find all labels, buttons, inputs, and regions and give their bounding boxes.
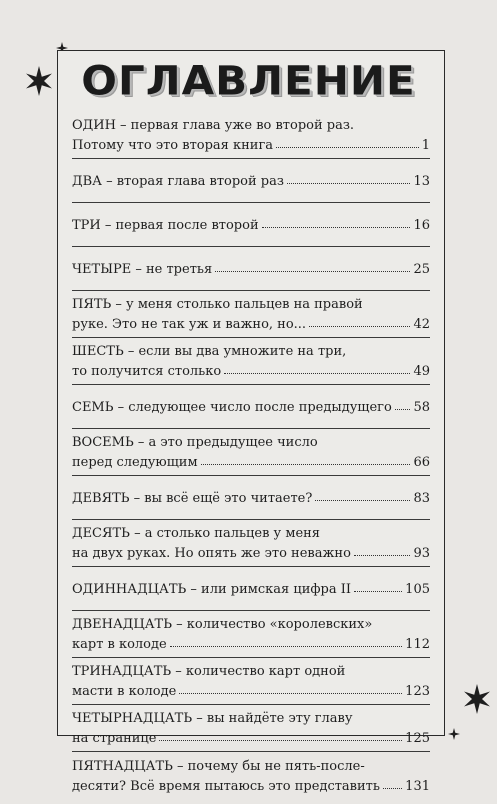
page-number: 16 bbox=[413, 217, 430, 233]
toc-entry-text: масти в колоде bbox=[72, 684, 177, 699]
toc-entry-text: то получится столько bbox=[72, 364, 222, 379]
toc-entry[interactable] bbox=[72, 567, 430, 611]
page-number: 112 bbox=[405, 637, 430, 652]
dot-leader bbox=[383, 778, 402, 789]
dot-leader bbox=[179, 683, 402, 694]
toc-entry-text: ДВА – вторая глава второй раз bbox=[72, 173, 284, 189]
toc-entry[interactable] bbox=[72, 611, 430, 658]
page-title: ОГЛАВЛЕНИЕ bbox=[81, 57, 416, 104]
toc-entry[interactable] bbox=[72, 112, 430, 159]
dot-leader bbox=[170, 636, 402, 647]
toc-entry-line bbox=[72, 362, 430, 382]
toc-entry-line bbox=[72, 453, 430, 473]
dot-leader bbox=[215, 261, 410, 272]
page-number: 13 bbox=[413, 173, 430, 189]
page-number: 93 bbox=[413, 546, 430, 561]
toc-entry-text: СЕМЬ – следующее число после предыдущего bbox=[72, 399, 392, 415]
toc-entry[interactable] bbox=[72, 291, 430, 338]
page-number: 131 bbox=[405, 778, 430, 794]
toc-entry-line bbox=[72, 216, 430, 236]
toc-entry-line bbox=[72, 433, 430, 453]
toc-entry-text: ПЯТНАДЦАТЬ – почему бы не пять-после- bbox=[72, 758, 365, 774]
toc-entry-text: ДЕСЯТЬ – а столько пальцев у меня bbox=[72, 526, 321, 541]
toc-entry-line bbox=[72, 777, 430, 797]
dot-leader bbox=[309, 316, 410, 327]
toc-entry-text: ВОСЕМЬ – а это предыдущее число bbox=[72, 435, 318, 450]
toc-entry-line bbox=[72, 315, 430, 335]
toc-entry-line bbox=[72, 709, 430, 729]
toc-entry-text: ДВЕНАДЦАТЬ – количество «королевских» bbox=[72, 617, 373, 632]
toc-entry-line bbox=[72, 342, 430, 362]
page-number: 105 bbox=[405, 581, 430, 597]
toc-entry-line bbox=[72, 544, 430, 564]
dot-leader bbox=[262, 217, 411, 228]
toc-entry[interactable] bbox=[72, 385, 430, 429]
dot-leader bbox=[354, 581, 402, 592]
toc-entry[interactable] bbox=[72, 705, 430, 752]
toc-entry-line bbox=[72, 489, 430, 509]
toc-entry-line bbox=[72, 136, 430, 156]
toc-entry[interactable] bbox=[72, 429, 430, 476]
toc-entry[interactable] bbox=[72, 476, 430, 520]
dot-leader bbox=[224, 363, 410, 374]
toc-entry-text: ОДИННАДЦАТЬ – или римская цифра II bbox=[72, 581, 352, 597]
toc-entry-text: ПЯТЬ – у меня столько пальцев на правой bbox=[72, 297, 363, 312]
toc-entry-line bbox=[72, 260, 430, 280]
toc-entry-text: ЧЕТЫРЕ – не третья bbox=[72, 261, 213, 277]
dot-leader bbox=[287, 173, 411, 184]
toc-entry-line bbox=[72, 757, 430, 777]
toc-entry-text: десяти? Всё время пытаюсь это представить bbox=[72, 778, 380, 794]
toc-entry-text: ТРИ – первая после второй bbox=[72, 217, 259, 233]
toc-entry-line bbox=[72, 662, 430, 682]
toc-entry[interactable] bbox=[72, 203, 430, 247]
page-number: 123 bbox=[405, 684, 430, 699]
page-number: 25 bbox=[413, 261, 430, 277]
dot-leader bbox=[315, 490, 410, 501]
toc-entry-text: ЧЕТЫРНАДЦАТЬ – вы найдёте эту главу bbox=[72, 711, 353, 726]
dot-leader bbox=[395, 399, 411, 410]
toc-entry-text: ОДИН – первая глава уже во второй раз. bbox=[72, 118, 355, 133]
dot-leader bbox=[159, 730, 402, 741]
page-number: 83 bbox=[413, 490, 430, 506]
page-number: 49 bbox=[413, 364, 430, 379]
toc-entry[interactable] bbox=[72, 159, 430, 203]
toc-entry-text: руке. Это не так уж и важно, но... bbox=[72, 317, 307, 332]
table-of-contents bbox=[72, 112, 430, 799]
dot-leader bbox=[276, 137, 419, 148]
page-number: 58 bbox=[413, 399, 430, 415]
star-icon bbox=[448, 728, 460, 740]
page-number: 66 bbox=[413, 455, 430, 470]
toc-entry-text: ШЕСТЬ – если вы два умножите на три, bbox=[72, 344, 347, 359]
toc-entry-text: карт в колоде bbox=[72, 637, 167, 652]
dot-leader bbox=[354, 545, 411, 556]
toc-entry[interactable] bbox=[72, 247, 430, 291]
toc-entry[interactable] bbox=[72, 658, 430, 705]
toc-entry-text: ДЕВЯТЬ – вы всё ещё это читаете? bbox=[72, 490, 313, 506]
dot-leader bbox=[201, 454, 411, 465]
page-number: 42 bbox=[413, 317, 430, 332]
page-number: 125 bbox=[405, 731, 430, 746]
toc-entry[interactable] bbox=[72, 520, 430, 567]
toc-entry-line bbox=[72, 116, 430, 136]
toc-entry-text: на странице bbox=[72, 731, 157, 746]
toc-entry[interactable] bbox=[72, 338, 430, 385]
toc-entry-line bbox=[72, 682, 430, 702]
toc-entry-line bbox=[72, 398, 430, 418]
toc-entry-line bbox=[72, 615, 430, 635]
toc-entry-text: Потому что это вторая книга bbox=[72, 138, 274, 153]
toc-entry-line bbox=[72, 172, 430, 192]
toc-entry-line bbox=[72, 580, 430, 600]
toc-entry-line bbox=[72, 729, 430, 749]
page-number: 1 bbox=[421, 138, 430, 153]
toc-entry-line bbox=[72, 295, 430, 315]
star-icon bbox=[462, 684, 492, 714]
toc-entry-line bbox=[72, 635, 430, 655]
toc-entry-text: перед следующим bbox=[72, 455, 198, 470]
toc-entry-text: на двух руках. Но опять же это неважно bbox=[72, 546, 351, 561]
toc-entry-line bbox=[72, 524, 430, 544]
toc-entry[interactable] bbox=[72, 752, 430, 799]
toc-entry-text: ТРИНАДЦАТЬ – количество карт одной bbox=[72, 664, 346, 679]
